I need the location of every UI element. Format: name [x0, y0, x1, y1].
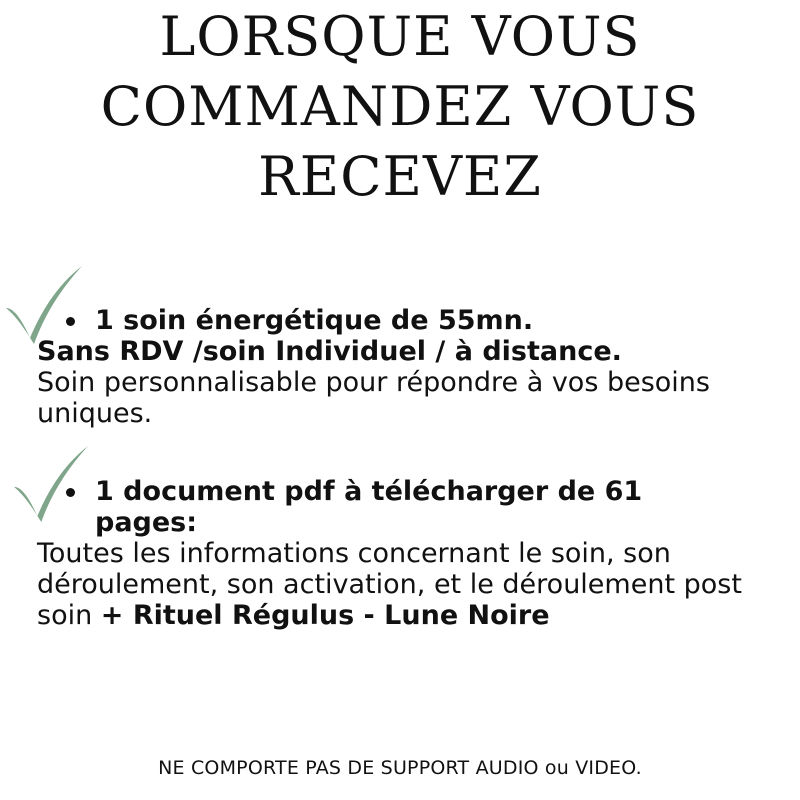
item-heading-text: 1 document pdf à télécharger de 61 pages: [95, 476, 643, 538]
footer-note: NE COMPORTE PAS DE SUPPORT AUDIO ou VIDEO. [158, 757, 642, 779]
item-description-bold: + Rituel Régulus - Lune Noire [100, 600, 550, 631]
item-heading [37, 476, 735, 538]
bullet-dot [66, 488, 75, 497]
title-line-1: LORSQUE VOUS [159, 5, 641, 68]
list-item-1 [37, 305, 787, 429]
item-heading [37, 305, 787, 336]
list-item-2 [37, 476, 787, 631]
title-line-2: COMMANDEZ VOUS [100, 75, 700, 138]
bullet-dot [66, 317, 75, 326]
item-subheading: Sans RDV /soin Individuel / à distance. [37, 336, 622, 367]
page-title [0, 2, 800, 212]
item-description: Soin personnalisable pour répondre à vos besoins uniques. [37, 367, 710, 429]
item-description-text: Toutes les informations concernant le soin, son déroulement, son activation, et le déroulement post soin [37, 538, 742, 631]
title-line-3: RECEVEZ [258, 145, 542, 208]
item-description [37, 538, 787, 631]
item-heading-text: 1 soin énergétique de 55mn. [95, 305, 534, 336]
